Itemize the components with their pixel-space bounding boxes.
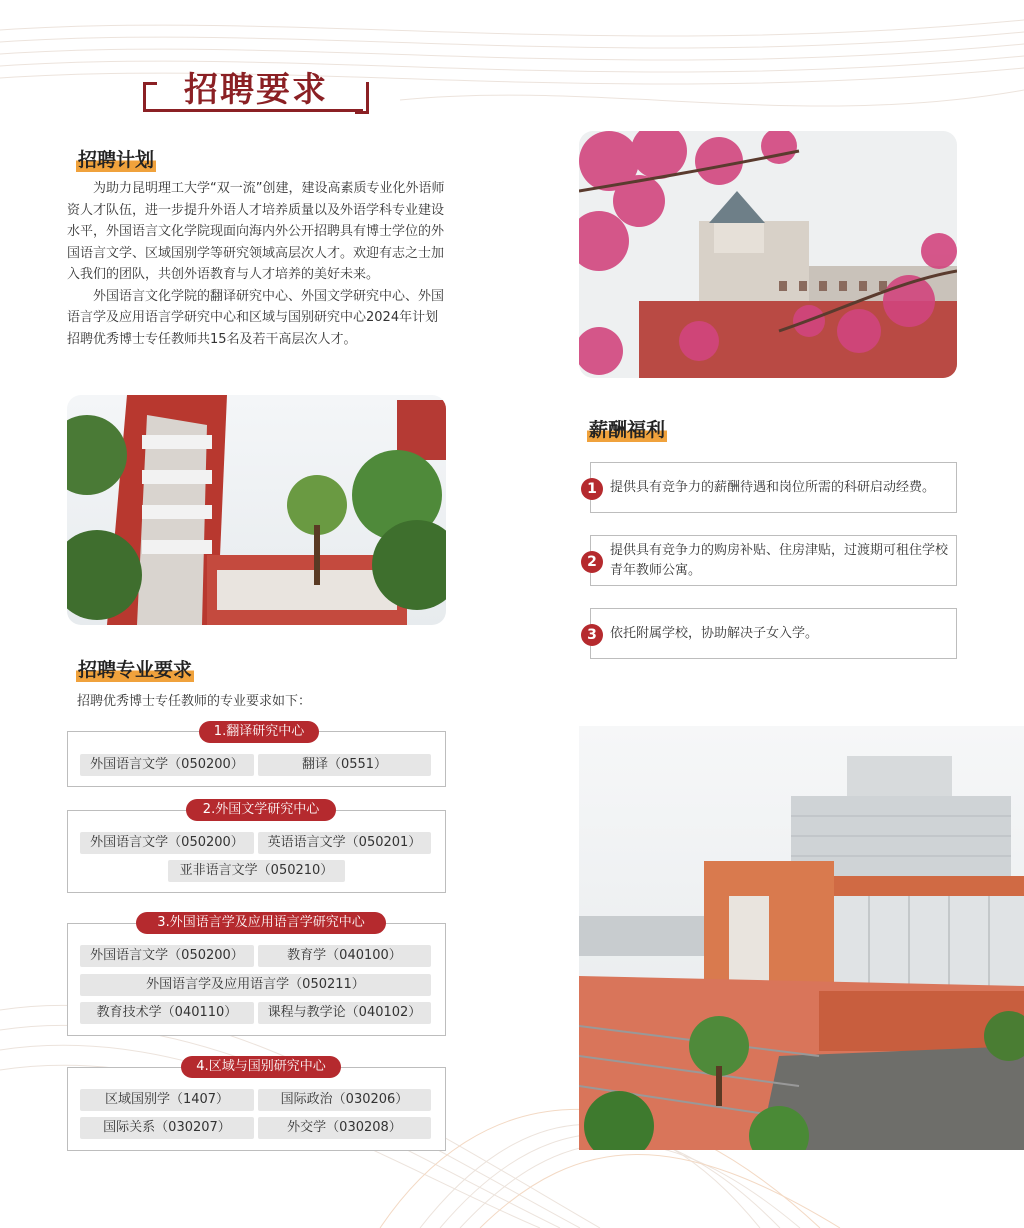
benefits-heading: 薪酬福利 xyxy=(589,419,666,441)
major-chip: 教育技术学（040110） xyxy=(80,1002,254,1024)
major-chip: 外国语言文学（050200） xyxy=(80,754,254,776)
major-chip: 外国语言文学（050200） xyxy=(80,945,254,967)
plan-paragraph: 为助力昆明理工大学“双一流”创建，建设高素质专业化外语师资人才队伍，进一步提升外语人才培养质量以及外语学科专业建设水平，外国语言文化学院现面向海内外公开招聘具有博士学位的外国语言文学、区域国别学等研究领域高层次人才。欢迎有志之士加入我们的团队，共创外语教育与人才培养的美好未来。 xyxy=(67,181,445,282)
major-chip: 外国语言文学（050200） xyxy=(80,832,254,854)
major-chip: 翻译（0551） xyxy=(258,754,431,776)
page-title: 招聘要求 xyxy=(184,70,328,110)
center-label: 4.区域与国别研究中心 xyxy=(181,1056,341,1078)
benefit-number-badge: 3 xyxy=(581,624,603,646)
benefit-text: 提供具有竞争力的购房补贴、住房津贴，过渡期可租住学校青年教师公寓。 xyxy=(610,543,949,578)
majors-heading: 招聘专业要求 xyxy=(78,659,193,681)
center-label: 1.翻译研究中心 xyxy=(199,721,319,743)
major-chip: 国际政治（030206） xyxy=(258,1089,431,1111)
major-chip: 区域国别学（1407） xyxy=(80,1089,254,1111)
benefit-text: 依托附属学校，协助解决子女入学。 xyxy=(610,626,819,641)
main-title-block xyxy=(143,62,369,114)
major-chip: 外国语言学及应用语言学（050211） xyxy=(80,974,431,996)
campus-photo-red-building xyxy=(67,395,446,625)
center-label: 2.外国文学研究中心 xyxy=(186,799,336,821)
benefit-text: 提供具有竞争力的薪酬待遇和岗位所需的科研启动经费。 xyxy=(610,480,936,495)
plan-heading: 招聘计划 xyxy=(78,149,155,171)
major-chip: 教育学（040100） xyxy=(258,945,431,967)
plan-paragraph: 外国语言文化学院的翻译研究中心、外国文学研究中心、外国语言学及应用语言学研究中心和区域与国别研究中心2024年计划招聘优秀博士专任教师共15名及若干高层次人才。 xyxy=(67,288,445,347)
campus-photo-cherry-blossom xyxy=(579,131,957,378)
major-chip: 英语语言文学（050201） xyxy=(258,832,431,854)
benefit-number-badge: 1 xyxy=(581,478,603,500)
major-chip: 课程与教学论（040102） xyxy=(258,1002,431,1024)
major-chip: 亚非语言文学（050210） xyxy=(168,860,345,882)
campus-photo-library xyxy=(579,726,1024,1150)
majors-intro: 招聘优秀博士专任教师的专业要求如下： xyxy=(77,694,312,709)
plan-text xyxy=(67,178,447,350)
major-chip: 外交学（030208） xyxy=(258,1117,431,1139)
benefit-number-badge: 2 xyxy=(581,551,603,573)
major-chip: 国际关系（030207） xyxy=(80,1117,254,1139)
center-label: 3.外国语言学及应用语言学研究中心 xyxy=(136,912,386,934)
